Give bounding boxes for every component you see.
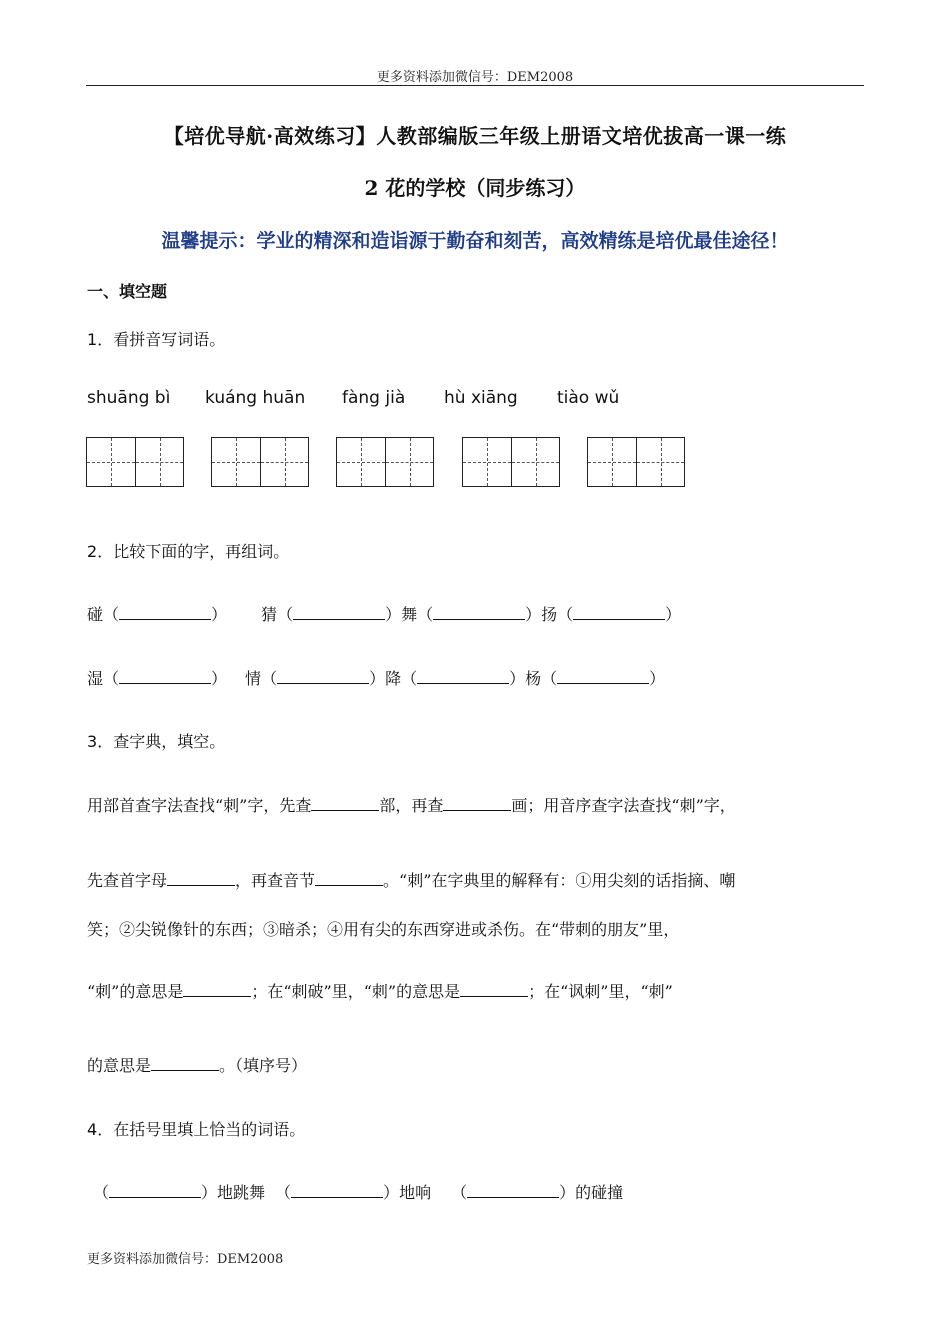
answer-blank[interactable] [293, 618, 385, 620]
grid-cell[interactable] [337, 438, 385, 486]
writing-grid-5[interactable] [587, 437, 685, 487]
grid-cell[interactable] [87, 438, 135, 486]
question-text: 看拼音写词语。 [113, 330, 226, 349]
text-span: ，再查音节 [235, 871, 316, 890]
q3-line-1 [87, 793, 736, 816]
grid-cell[interactable] [260, 438, 308, 486]
header-divider [86, 85, 864, 86]
answer-blank[interactable] [311, 809, 379, 811]
text-span: 。“刺”在字典里的解释有：①用尖刻的话指摘、嘲 [383, 871, 736, 890]
answer-blank[interactable] [433, 618, 525, 620]
text-span: 的意思是 [87, 1056, 152, 1075]
pinyin-2: kuáng huān [205, 388, 306, 408]
answer-blank[interactable] [109, 1196, 201, 1198]
q4-answer-row: （ ）地跳舞 （ ）地响 （ ）的碰撞 [93, 1183, 624, 1202]
question-3 [87, 729, 225, 752]
text-span: 画；用音序查字法查找“刺”字， [511, 796, 736, 815]
writing-grid-3[interactable] [336, 437, 434, 487]
q3-line-2 [87, 868, 735, 891]
text-span: 的碰撞 [575, 1183, 624, 1202]
writing-grid-2[interactable] [211, 437, 309, 487]
pinyin-1: shuāng bì [87, 388, 171, 408]
page-header-text: 更多资料添加微信号：DEM2008 [376, 70, 574, 85]
compare-row-1: 碰（ ） 猜（ ）舞（ ）扬（ ） [87, 605, 682, 624]
pinyin-3: fàng jià [342, 388, 406, 408]
answer-blank[interactable] [151, 1069, 219, 1071]
grid-cell[interactable] [588, 438, 636, 486]
question-dot: ． [97, 330, 114, 349]
grid-cell[interactable] [463, 438, 511, 486]
char: 扬 [541, 605, 558, 624]
text-span: 先查首字母 [87, 871, 168, 890]
question-2 [87, 539, 289, 562]
answer-blank[interactable] [167, 884, 235, 886]
answer-blank[interactable] [119, 618, 211, 620]
writing-grid-1[interactable] [86, 437, 184, 487]
text-span: ；在“讽刺”里，“刺” [528, 982, 673, 1001]
answer-blank[interactable] [573, 618, 665, 620]
tip-banner: 温馨提示：学业的精深和造诣源于勤奋和刻苦，高效精练是培优最佳途径！ [161, 230, 789, 252]
question-text: 查字典，填空。 [113, 732, 226, 751]
section-title-fill-blank: 一、填空题 [87, 282, 168, 301]
answer-blank[interactable] [119, 682, 211, 684]
grid-cell[interactable] [212, 438, 260, 486]
grid-cell[interactable] [636, 438, 684, 486]
text-span: “刺”的意思是 [87, 982, 184, 1001]
question-number: 1 [87, 330, 98, 349]
question-number: 4 [87, 1120, 98, 1139]
question-number: 2 [87, 542, 98, 561]
answer-blank[interactable] [277, 682, 369, 684]
question-1 [87, 327, 225, 350]
pinyin-5: tiào wǔ [557, 388, 620, 408]
char: 湿 [87, 669, 104, 688]
char: 猜 [261, 605, 278, 624]
question-4 [87, 1117, 305, 1140]
grid-cell[interactable] [511, 438, 559, 486]
text-span: 地响 [399, 1183, 432, 1202]
grid-cell[interactable] [385, 438, 433, 486]
document-title: 【培优导航·高效练习】人教部编版三年级上册语文培优拔高一课一练 [163, 124, 787, 148]
text-span: 部，再查 [379, 796, 444, 815]
grid-cell[interactable] [135, 438, 183, 486]
char: 舞 [401, 605, 418, 624]
answer-blank[interactable] [315, 884, 383, 886]
question-dot: ． [97, 542, 114, 561]
text-span: 。（填序号） [219, 1056, 308, 1075]
text-span: ；在“刺破”里，“刺”的意思是 [251, 982, 461, 1001]
char: 碰 [87, 605, 104, 624]
question-text: 在括号里填上恰当的词语。 [113, 1120, 306, 1139]
q3-line-3: 笑；②尖锐像针的东西；③暗杀；④用有尖的东西穿进或杀伤。在“带刺的朋友”里， [87, 920, 680, 939]
question-text: 比较下面的字，再组词。 [113, 542, 290, 561]
answer-blank[interactable] [443, 809, 511, 811]
char: 杨 [525, 669, 542, 688]
answer-blank[interactable] [417, 682, 509, 684]
page-footer-text: 更多资料添加微信号：DEM2008 [87, 1252, 284, 1267]
pinyin-4: hù xiāng [444, 388, 518, 408]
answer-blank[interactable] [291, 1196, 383, 1198]
answer-blank[interactable] [557, 682, 649, 684]
compare-row-2: 湿（ ） 情（ ）降（ ）杨（ ） [87, 669, 666, 688]
question-dot: ． [97, 732, 114, 751]
answer-blank[interactable] [183, 995, 251, 997]
char: 情 [245, 669, 262, 688]
answer-blank[interactable] [467, 1196, 559, 1198]
q3-line-4 [87, 979, 673, 1002]
question-number: 3 [87, 732, 98, 751]
text-span: 地跳舞 [217, 1183, 266, 1202]
writing-grid-4[interactable] [462, 437, 560, 487]
text-span: 用部首查字法查找“刺”字，先查 [87, 796, 312, 815]
answer-blank[interactable] [460, 995, 528, 997]
char: 降 [385, 669, 402, 688]
question-dot: ． [97, 1120, 114, 1139]
q3-line-5 [87, 1053, 307, 1076]
document-subtitle: 2 花的学校（同步练习） [364, 176, 586, 200]
